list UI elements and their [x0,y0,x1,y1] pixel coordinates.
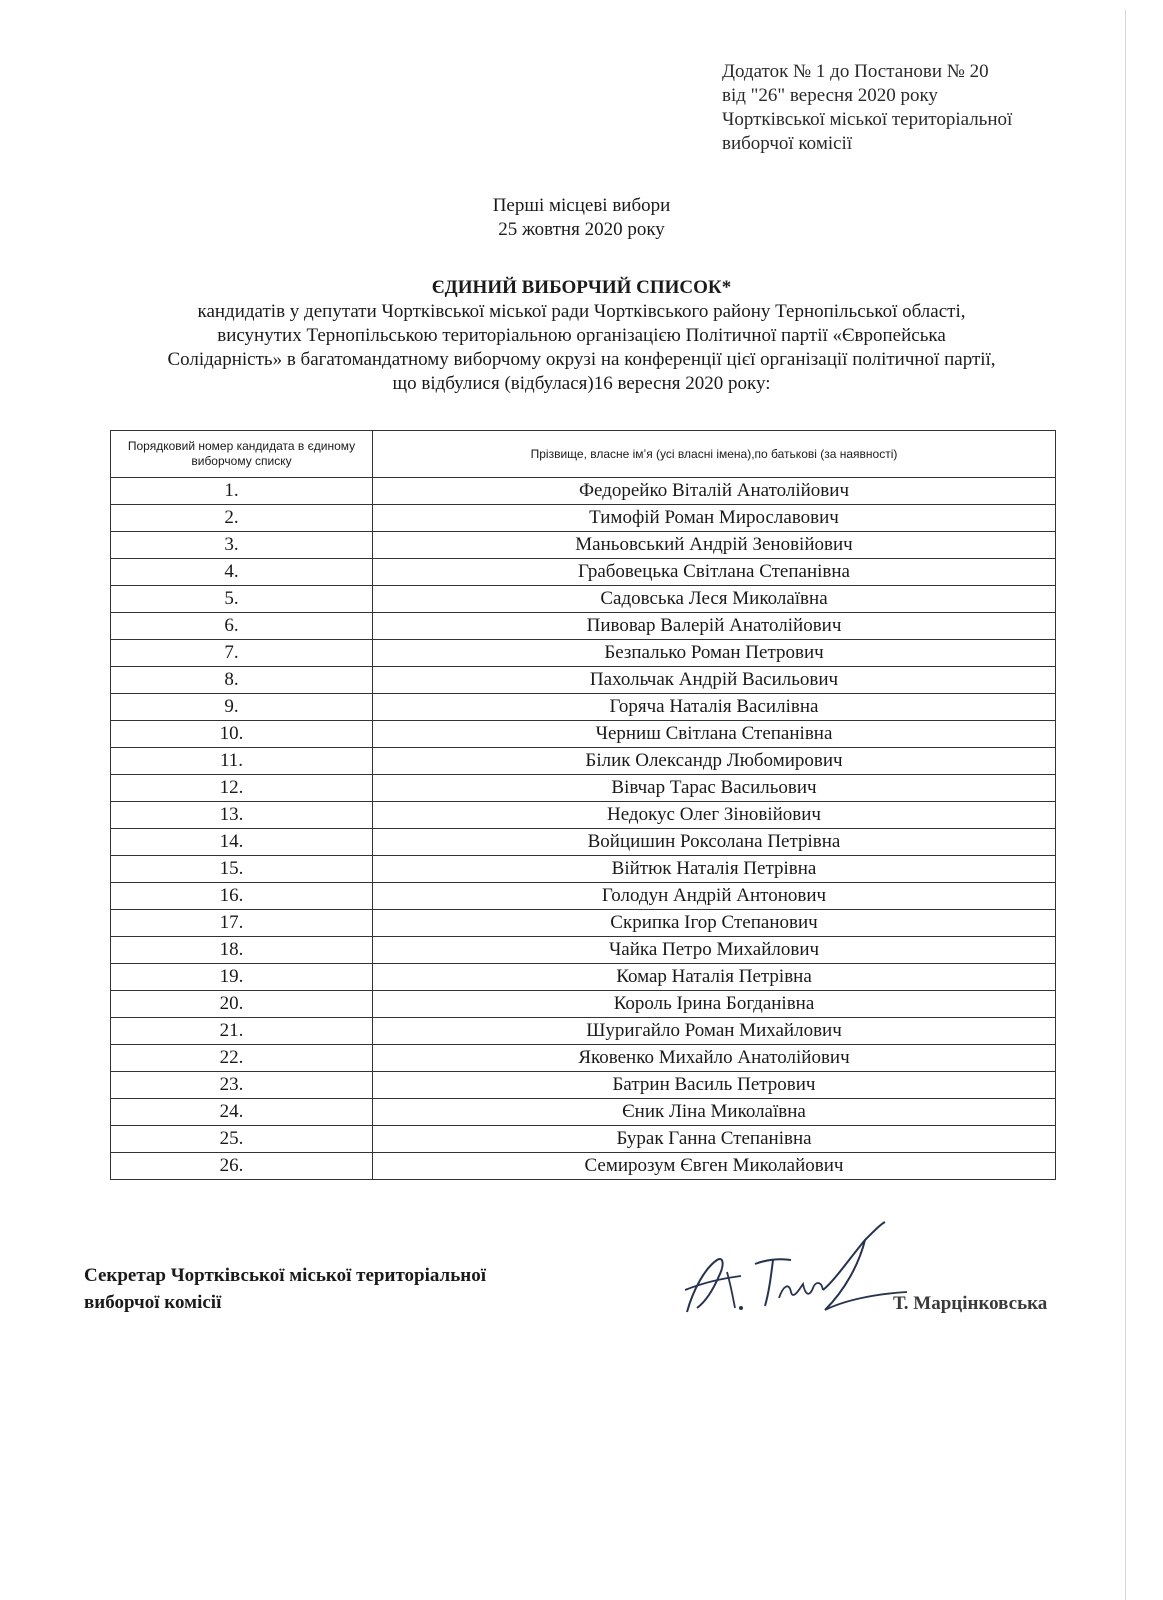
candidate-name: Безпалько Роман Петрович [373,640,1056,667]
signer-name: Т. Марцінковська [893,1293,1048,1314]
list-title: ЄДИНИЙ ВИБОРЧИЙ СПИСОК* [431,277,732,298]
candidate-number: 15. [111,856,373,883]
addendum-line: від "26" вересня 2020 року [722,85,938,106]
candidate-name: Шуригайло Роман Михайлович [373,1018,1056,1045]
candidates-table [110,430,1056,1180]
table-row [111,478,1056,505]
candidate-number: 22. [111,1045,373,1072]
addendum-line: Додаток № 1 до Постанови № 20 [722,61,989,82]
page-edge-line [1125,10,1126,1600]
table-row [111,856,1056,883]
candidate-number: 1. [111,478,373,505]
list-description-line: Солідарність» в багатомандатному виборчому окрузі на конференції цієї організації політичної партії, [167,349,996,370]
candidate-number: 21. [111,1018,373,1045]
election-name: Перші місцеві вибори [492,195,671,216]
table-row [111,802,1056,829]
table-row [111,1099,1056,1126]
table-row [111,910,1056,937]
secretary-role-line: Секретар Чортківської міської територіальної [84,1265,486,1286]
election-date: 25 жовтня 2020 року [498,219,665,240]
table-row [111,991,1056,1018]
candidate-name: Війтюк Наталія Петрівна [373,856,1056,883]
secretary-role-line: виборчої комісії [84,1292,222,1313]
candidate-name: Голодун Андрій Антонович [373,883,1056,910]
table-body [111,478,1056,1180]
table-row [111,748,1056,775]
table-row [111,1018,1056,1045]
candidate-name: Єник Ліна Миколаївна [373,1099,1056,1126]
table-row [111,964,1056,991]
candidate-number: 9. [111,694,373,721]
candidate-number: 11. [111,748,373,775]
candidate-number: 8. [111,667,373,694]
table-row [111,775,1056,802]
candidate-number: 25. [111,1126,373,1153]
table-row [111,1153,1056,1180]
candidate-name: Маньовський Андрій Зеновійович [373,532,1056,559]
candidate-number: 4. [111,559,373,586]
candidate-name: Білик Олександр Любомирович [373,748,1056,775]
candidate-name: Недокус Олег Зіновійович [373,802,1056,829]
candidate-name: Пивовар Валерій Анатолійович [373,613,1056,640]
header-number: Порядковий номер кандидата в єдиному виборчому списку [111,431,373,478]
table-row [111,1072,1056,1099]
handwritten-signature [675,1220,915,1330]
candidate-number: 12. [111,775,373,802]
candidate-number: 2. [111,505,373,532]
candidate-name: Вівчар Тарас Васильович [373,775,1056,802]
header-name: Прізвище, власне ім’я (усі власні імена),по батькові (за наявності) [373,431,1056,478]
candidate-number: 24. [111,1099,373,1126]
table-row [111,721,1056,748]
table-row [111,937,1056,964]
candidate-name: Яковенко Михайло Анатолійович [373,1045,1056,1072]
candidate-name: Батрин Василь Петрович [373,1072,1056,1099]
addendum-line: виборчої комісії [722,133,853,154]
candidate-name: Комар Наталія Петрівна [373,964,1056,991]
list-description-line: що відбулися (відбулася)16 вересня 2020 року: [392,373,771,394]
candidate-number: 13. [111,802,373,829]
table-row [111,667,1056,694]
table-row [111,1126,1056,1153]
candidate-name: Бурак Ганна Степанівна [373,1126,1056,1153]
candidate-name: Чайка Петро Михайлович [373,937,1056,964]
candidate-number: 3. [111,532,373,559]
table-row [111,694,1056,721]
candidate-name: Тимофій Роман Мирославович [373,505,1056,532]
candidate-number: 26. [111,1153,373,1180]
candidate-number: 17. [111,910,373,937]
table-row [111,532,1056,559]
table-row [111,586,1056,613]
table-row [111,613,1056,640]
candidate-name: Скрипка Ігор Степанович [373,910,1056,937]
table-row [111,559,1056,586]
addendum-header [722,60,1142,156]
candidate-number: 18. [111,937,373,964]
candidate-number: 10. [111,721,373,748]
candidate-name: Войцишин Роксолана Петрівна [373,829,1056,856]
candidate-number: 14. [111,829,373,856]
candidate-name: Семирозум Євген Миколайович [373,1153,1056,1180]
candidate-name: Пахольчак Андрій Васильович [373,667,1056,694]
candidate-name: Черниш Світлана Степанівна [373,721,1056,748]
table-header-row [111,431,1056,478]
candidate-name: Федорейко Віталій Анатолійович [373,478,1056,505]
candidate-number: 5. [111,586,373,613]
candidate-name: Горяча Наталія Василівна [373,694,1056,721]
table-row [111,640,1056,667]
candidate-number: 20. [111,991,373,1018]
candidate-number: 16. [111,883,373,910]
addendum-line: Чортківської міської територіальної [722,109,1013,130]
list-description-line: кандидатів у депутати Чортківської міської ради Чортківського району Тернопільської області, [197,301,966,322]
table-row [111,1045,1056,1072]
table-row [111,883,1056,910]
election-heading [0,194,1163,242]
candidate-name: Садовська Леся Миколаївна [373,586,1056,613]
candidate-number: 6. [111,613,373,640]
table-row [111,829,1056,856]
candidate-number: 23. [111,1072,373,1099]
candidate-name: Грабовецька Світлана Степанівна [373,559,1056,586]
candidate-name: Король Ірина Богданівна [373,991,1056,1018]
table-row [111,505,1056,532]
list-description [0,300,1163,396]
candidate-number: 7. [111,640,373,667]
secretary-label [84,1262,486,1316]
list-description-line: висунутих Тернопільською територіальною організацією Політичної партії «Європейська [217,325,946,346]
candidate-number: 19. [111,964,373,991]
